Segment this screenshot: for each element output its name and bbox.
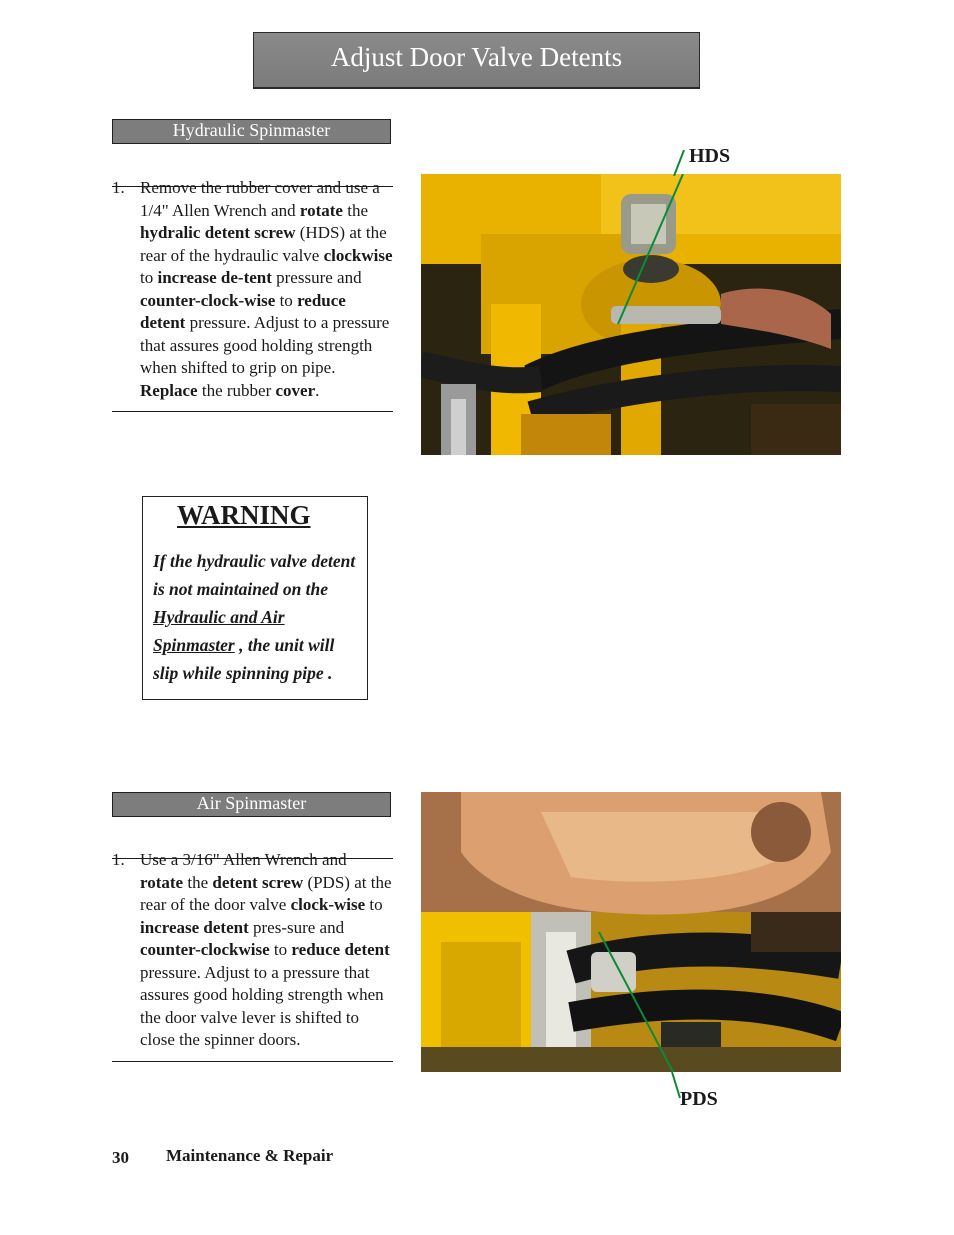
warning-text-start: If the hydraulic valve detent is not maintained on the: [153, 551, 356, 599]
step-text-run: to: [269, 940, 292, 959]
step-text-bold: reduce detent: [291, 940, 390, 959]
step-text-run: the: [342, 200, 368, 220]
step-text-bold: counter-clockwise: [140, 940, 270, 959]
warning-text-underlined: Hydraulic and Air Spinmaster: [153, 607, 285, 655]
page-number: 30: [112, 1148, 129, 1167]
step-text-bold: clock-wise: [290, 895, 366, 914]
air-valve-photo: [421, 792, 841, 1072]
step-text-bold: rotate: [140, 872, 184, 892]
step-text-bold: counter-clock-wise: [140, 290, 276, 310]
warning-text: [153, 547, 363, 687]
warning-title: WARNING: [177, 500, 311, 530]
section-heading-hydraulic: Hydraulic Spinmaster: [112, 119, 391, 144]
step-text-bold: increase de-tent: [157, 268, 272, 287]
footer-label: Maintenance & Repair: [166, 1146, 334, 1165]
section-heading-air: Air Spinmaster: [112, 792, 391, 817]
step-text-run: Use a 3/16" Allen Wrench and: [140, 850, 347, 869]
step-text-bold: reduce detent: [140, 290, 346, 332]
step-text-bold: increase detent: [140, 917, 249, 937]
air-valve-image: [421, 792, 841, 1072]
hydraulic-valve-photo: [421, 174, 841, 455]
step-text-run: (HDS) at the rear of the hydraulic valve: [140, 223, 387, 265]
step-text: [140, 850, 391, 1049]
step-text-bold: rotate: [299, 200, 343, 220]
step-text-bold: clockwise: [323, 245, 393, 265]
air-step-1: [112, 850, 393, 1062]
step-text-run: pressure. Adjust to a pressure that assures good holding strength when shifted to grip on pipe.: [140, 313, 390, 377]
step-text-bold: detent screw: [212, 872, 304, 892]
step-text-run: pres-sure and: [248, 917, 345, 937]
step-text-run: .: [315, 380, 320, 400]
step-text-run: the rubber: [197, 380, 276, 400]
step-text-bold: cover: [275, 380, 316, 400]
step-text-bold: Replace: [140, 380, 198, 400]
step-text: [140, 178, 393, 400]
step-text-bold: hydralic detent screw: [140, 223, 296, 242]
step-text-run: pressure and: [271, 268, 362, 287]
step-text-run: to: [275, 290, 298, 310]
step-number: 1.: [112, 178, 125, 197]
step-number: 1.: [112, 850, 125, 869]
page-title: Adjust Door Valve Detents: [253, 32, 700, 89]
warning-text-end: , the unit will slip while spinning pipe .: [153, 635, 335, 683]
step-text-run: the: [183, 872, 213, 892]
hydraulic-valve-image: [421, 174, 841, 455]
step-text-run: (PDS) at the rear of the door valve: [140, 872, 392, 914]
callout-label-hds: HDS: [689, 145, 731, 167]
step-text-run: to: [140, 268, 158, 287]
callout-label-pds: PDS: [680, 1088, 718, 1110]
callout-line-hds: [672, 150, 686, 176]
hydraulic-step-1: [112, 178, 393, 412]
warning-box: [142, 496, 368, 700]
step-text-run: to: [365, 895, 383, 914]
step-text-run: Remove the rubber cover and use a 1/4" Allen Wrench and: [140, 178, 380, 220]
step-text-run: pressure. Adjust to a pressure that assures good holding strength when the door valve lever is shifted to close the spinner doors.: [140, 962, 384, 1049]
